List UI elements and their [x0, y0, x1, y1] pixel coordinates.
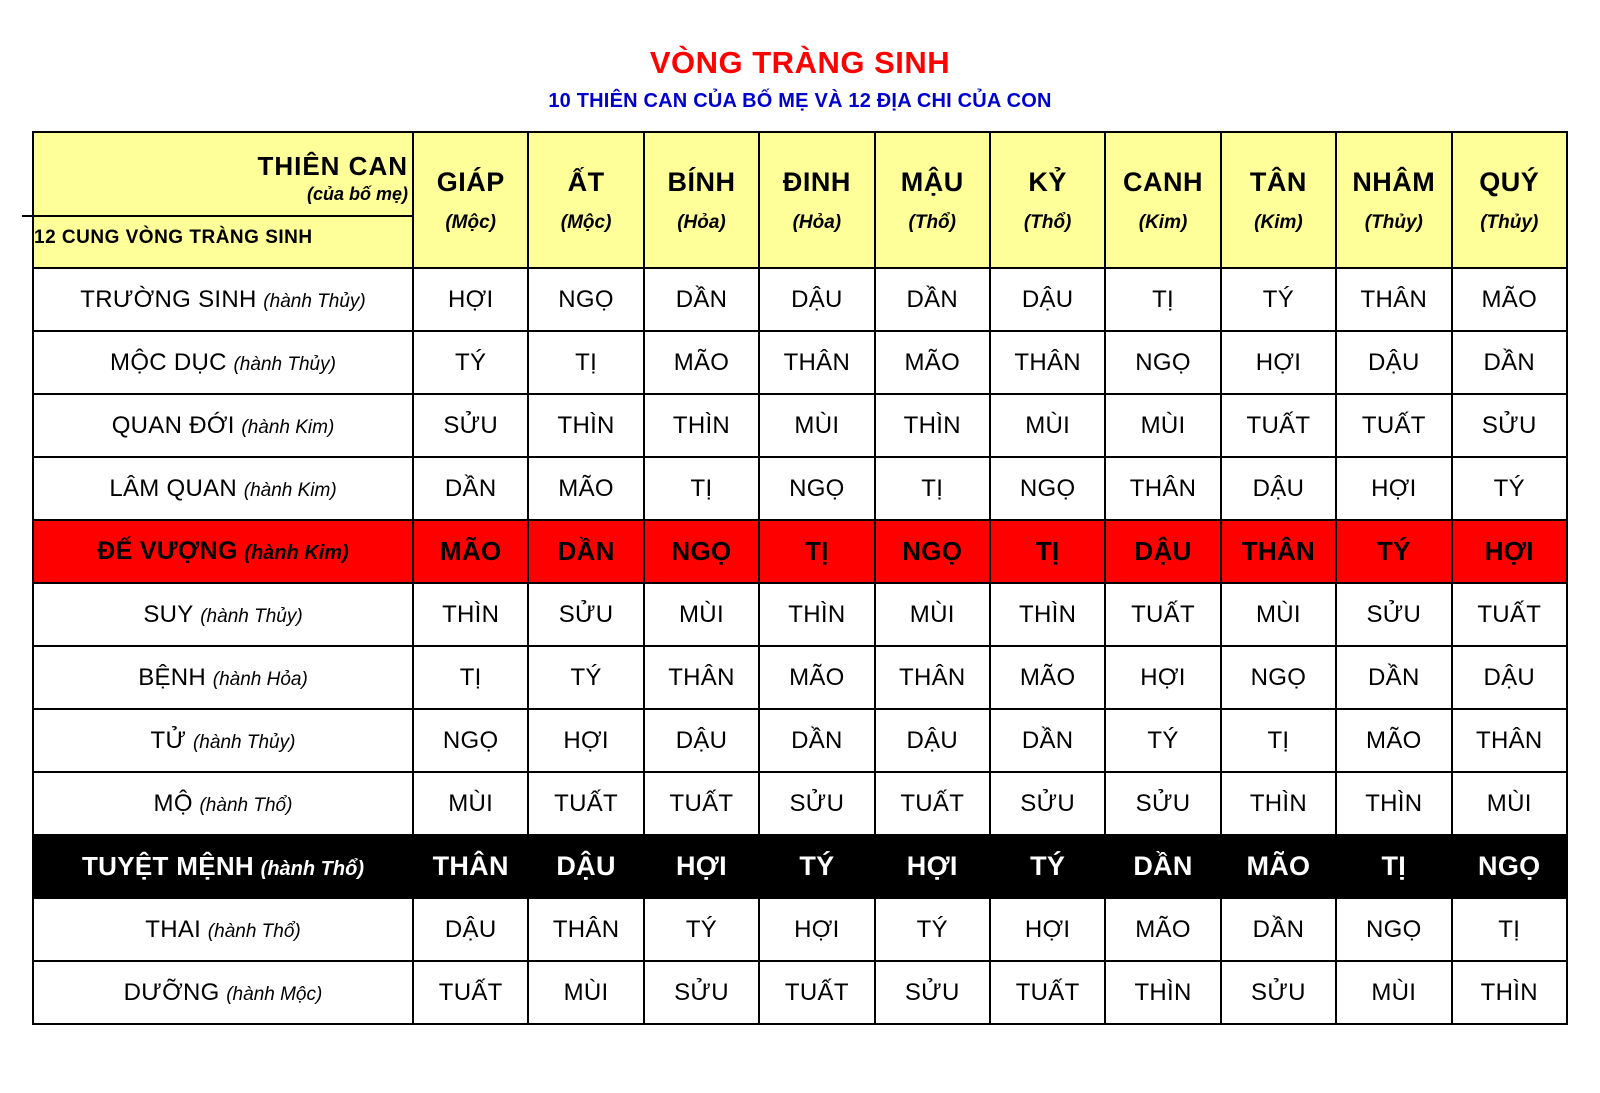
row-name: TỬ: [150, 726, 187, 754]
title-block: [0, 0, 1600, 113]
cell: TÝ: [1336, 520, 1451, 583]
cell: TUẤT: [990, 961, 1105, 1024]
cell: TÝ: [413, 331, 528, 394]
cell: THÂN: [1336, 268, 1451, 331]
cell: HỢI: [1336, 457, 1451, 520]
row-name: TRƯỜNG SINH: [80, 285, 257, 313]
cell: TÝ: [1105, 709, 1220, 772]
row-label-tuyet-menh: [33, 835, 413, 898]
corner-top: [34, 151, 412, 205]
cell: DẬU: [990, 268, 1105, 331]
table-header: [33, 132, 1567, 268]
cell: DẬU: [528, 835, 643, 898]
row-label-mo: [33, 772, 413, 835]
cell: TỊ: [875, 457, 990, 520]
cell: TUẤT: [1221, 394, 1336, 457]
column-name: ẤT: [567, 166, 605, 197]
cell: SỬU: [990, 772, 1105, 835]
cell: TỊ: [413, 646, 528, 709]
row-element: (hành Kim): [244, 542, 349, 565]
cell: THÂN: [413, 835, 528, 898]
table-wrapper: [32, 131, 1568, 1025]
column-element: (Thủy): [1480, 211, 1539, 233]
column-header-at: [528, 132, 643, 268]
row-element: (hành Thủy): [192, 731, 296, 753]
cell: MÙI: [759, 394, 874, 457]
cell: TUẤT: [644, 772, 759, 835]
corner-title: THIÊN CAN: [257, 151, 408, 182]
cell: THÂN: [990, 331, 1105, 394]
cell: THÌN: [528, 394, 643, 457]
cell: MÃO: [990, 646, 1105, 709]
table-row-highlight-tuyet-menh: [33, 835, 1567, 898]
cell: MÃO: [1336, 709, 1451, 772]
column-header-mau: [875, 132, 990, 268]
cell: MÃO: [759, 646, 874, 709]
row-element: (hành Thủy): [233, 353, 336, 375]
cell: MÙI: [644, 583, 759, 646]
row-label-duong: [33, 961, 413, 1024]
column-name: ĐINH: [782, 166, 851, 197]
cell: HỢI: [1452, 520, 1567, 583]
cell: MÃO: [528, 457, 643, 520]
cell: THÂN: [759, 331, 874, 394]
cell: NGỌ: [875, 520, 990, 583]
cell: MÙI: [528, 961, 643, 1024]
column-element: (Mộc): [445, 211, 497, 233]
cell: SỬU: [1105, 772, 1220, 835]
cell: HỢI: [875, 835, 990, 898]
cell: THÂN: [875, 646, 990, 709]
row-element: (hành Kim): [243, 479, 337, 501]
header-row: [33, 132, 1567, 268]
cell: MÃO: [644, 331, 759, 394]
cell: HỢI: [644, 835, 759, 898]
cell: NGỌ: [990, 457, 1105, 520]
cell: THÌN: [1105, 961, 1220, 1024]
cell: DẦN: [1336, 646, 1451, 709]
column-element: (Thổ): [908, 211, 956, 233]
column-header-quy: [1452, 132, 1567, 268]
cell: TÝ: [875, 898, 990, 961]
cell: DẬU: [1221, 457, 1336, 520]
cell: TỊ: [990, 520, 1105, 583]
column-name: NHÂM: [1352, 166, 1436, 197]
table-row: [33, 772, 1567, 835]
table-row-highlight-de-vuong: [33, 520, 1567, 583]
cell: THÌN: [990, 583, 1105, 646]
column-element: (Thủy): [1364, 211, 1423, 233]
cell: TỊ: [1336, 835, 1451, 898]
table-row: [33, 268, 1567, 331]
cell: MÙI: [1105, 394, 1220, 457]
cell: TUẤT: [1336, 394, 1451, 457]
cell: TUẤT: [875, 772, 990, 835]
page-subtitle: 10 THIÊN CAN CỦA BỐ MẸ VÀ 12 ĐỊA CHI CỦA CON: [548, 90, 1052, 113]
row-element: (hành Thổ): [207, 920, 301, 942]
cell: HỢI: [1221, 331, 1336, 394]
row-element: (hành Thủy): [263, 290, 366, 312]
column-name: BÍNH: [667, 166, 736, 197]
cell: THÂN: [1452, 709, 1567, 772]
cell: TỊ: [1105, 268, 1220, 331]
cell: TỊ: [1221, 709, 1336, 772]
cell: TÝ: [1221, 268, 1336, 331]
table-row: [33, 898, 1567, 961]
row-element: (hành Thổ): [260, 858, 364, 881]
cell: HỢI: [528, 709, 643, 772]
cell: MÃO: [1105, 898, 1220, 961]
cell: DẦN: [413, 457, 528, 520]
row-label-suy: [33, 583, 413, 646]
cell: NGỌ: [1221, 646, 1336, 709]
cell: NGỌ: [1452, 835, 1567, 898]
row-element: (hành Thủy): [200, 605, 303, 627]
cell: MÙI: [1452, 772, 1567, 835]
row-name: BỆNH: [138, 663, 207, 691]
cell: MÃO: [413, 520, 528, 583]
cell: TÝ: [1452, 457, 1567, 520]
row-element: (hành Mộc): [226, 983, 323, 1005]
cell: TUẤT: [1105, 583, 1220, 646]
cell: TÝ: [759, 835, 874, 898]
cell: DẦN: [990, 709, 1105, 772]
column-element: (Thổ): [1023, 211, 1072, 233]
cell: THÂN: [644, 646, 759, 709]
cell: TÝ: [990, 835, 1105, 898]
row-name: ĐẾ VƯỢNG: [97, 537, 238, 566]
cell: NGỌ: [1336, 898, 1451, 961]
cell: THÂN: [1221, 520, 1336, 583]
column-name: CANH: [1123, 166, 1204, 197]
cell: MÃO: [875, 331, 990, 394]
column-header-giap: [413, 132, 528, 268]
cell: NGỌ: [644, 520, 759, 583]
cell: NGỌ: [1105, 331, 1220, 394]
row-name: TUYỆT MỆNH: [82, 851, 254, 882]
row-label-de-vuong: [33, 520, 413, 583]
cell: THÂN: [1105, 457, 1220, 520]
row-name: MỘC DỤC: [110, 348, 227, 376]
cell: SỬU: [1221, 961, 1336, 1024]
cell: DẦN: [644, 268, 759, 331]
column-header-ky: [990, 132, 1105, 268]
row-name: DƯỠNG: [123, 978, 220, 1006]
header-corner-cell: [33, 132, 413, 268]
cell: SỬU: [1336, 583, 1451, 646]
column-header-dinh: [759, 132, 874, 268]
column-name: MẬU: [900, 166, 964, 197]
table-row: [33, 646, 1567, 709]
column-name: KỶ: [1028, 166, 1067, 197]
column-element: (Mộc): [560, 211, 612, 233]
cell: MÃO: [1452, 268, 1567, 331]
table-body: [33, 268, 1567, 1024]
table-row: [33, 331, 1567, 394]
row-name: THAI: [145, 915, 202, 943]
corner-subtitle: (của bố mẹ): [306, 184, 408, 205]
table-row: [33, 583, 1567, 646]
column-header-binh: [644, 132, 759, 268]
cell: SỬU: [644, 961, 759, 1024]
cell: DẦN: [1105, 835, 1220, 898]
row-label-tu: [33, 709, 413, 772]
cell: THÌN: [413, 583, 528, 646]
cell: MÙI: [990, 394, 1105, 457]
cell: DẦN: [875, 268, 990, 331]
row-name: LÂM QUAN: [109, 474, 238, 502]
column-element: (Hỏa): [677, 211, 726, 233]
table-row: [33, 457, 1567, 520]
cell: SỬU: [1452, 394, 1567, 457]
row-label-benh: [33, 646, 413, 709]
row-element: (hành Hỏa): [212, 668, 308, 690]
cell: SỬU: [875, 961, 990, 1024]
cell: THÌN: [1452, 961, 1567, 1024]
cell: THÌN: [1336, 772, 1451, 835]
cell: TỊ: [528, 331, 643, 394]
cell: SỬU: [413, 394, 528, 457]
cell: THÌN: [1221, 772, 1336, 835]
cell: DẬU: [413, 898, 528, 961]
cell: TỊ: [644, 457, 759, 520]
row-label-truong-sinh: [33, 268, 413, 331]
cell: TUẤT: [759, 961, 874, 1024]
table-row: [33, 709, 1567, 772]
table-row: [33, 394, 1567, 457]
cell: TÝ: [528, 646, 643, 709]
cell: DẦN: [1221, 898, 1336, 961]
cell: MÙI: [1221, 583, 1336, 646]
column-element: (Hỏa): [792, 211, 842, 233]
cell: TỊ: [759, 520, 874, 583]
column-name: QUÝ: [1479, 166, 1540, 197]
column-element: (Kim): [1254, 211, 1303, 233]
cell: DẦN: [759, 709, 874, 772]
cell: DẬU: [875, 709, 990, 772]
row-element: (hành Kim): [241, 416, 335, 438]
cell: TUẤT: [528, 772, 643, 835]
column-header-tan: [1221, 132, 1336, 268]
cell: TÝ: [644, 898, 759, 961]
row-name: SUY: [143, 600, 194, 628]
column-header-nham: [1336, 132, 1451, 268]
cell: NGỌ: [759, 457, 874, 520]
row-label-quan-doi: [33, 394, 413, 457]
cell: THÌN: [759, 583, 874, 646]
cell: DẦN: [1452, 331, 1567, 394]
cell: THÂN: [528, 898, 643, 961]
cell: MÙI: [1336, 961, 1451, 1024]
cell: HỢI: [990, 898, 1105, 961]
cell: MÙI: [875, 583, 990, 646]
column-element: (Kim): [1138, 211, 1188, 233]
cell: THÌN: [875, 394, 990, 457]
cell: MÃO: [1221, 835, 1336, 898]
row-element: (hành Thổ): [199, 794, 293, 816]
row-name: MỘ: [153, 789, 193, 817]
cell: HỢI: [759, 898, 874, 961]
cell: DẬU: [1105, 520, 1220, 583]
cell: SỬU: [528, 583, 643, 646]
cell: SỬU: [759, 772, 874, 835]
cell: DẬU: [1452, 646, 1567, 709]
cell: DẬU: [759, 268, 874, 331]
cell: THÌN: [644, 394, 759, 457]
row-name: QUAN ĐỚI: [111, 411, 235, 439]
column-name: TÂN: [1249, 166, 1307, 197]
cell: NGỌ: [528, 268, 643, 331]
row-label-moc-duc: [33, 331, 413, 394]
cell: TỊ: [1452, 898, 1567, 961]
cell: HỢI: [413, 268, 528, 331]
corner-row-axis-label: 12 CUNG VÒNG TRÀNG SINH: [34, 227, 313, 249]
vong-trang-sinh-table: [32, 131, 1568, 1025]
cell: DẬU: [644, 709, 759, 772]
row-label-lam-quan: [33, 457, 413, 520]
row-label-thai: [33, 898, 413, 961]
cell: HỢI: [1105, 646, 1220, 709]
column-header-canh: [1105, 132, 1220, 268]
cell: NGỌ: [413, 709, 528, 772]
column-name: GIÁP: [436, 166, 505, 197]
cell: TUẤT: [1452, 583, 1567, 646]
table-row: [33, 961, 1567, 1024]
cell: MÙI: [413, 772, 528, 835]
cell: TUẤT: [413, 961, 528, 1024]
cell: DẦN: [528, 520, 643, 583]
page-title: VÒNG TRÀNG SINH: [649, 45, 951, 80]
cell: DẬU: [1336, 331, 1451, 394]
